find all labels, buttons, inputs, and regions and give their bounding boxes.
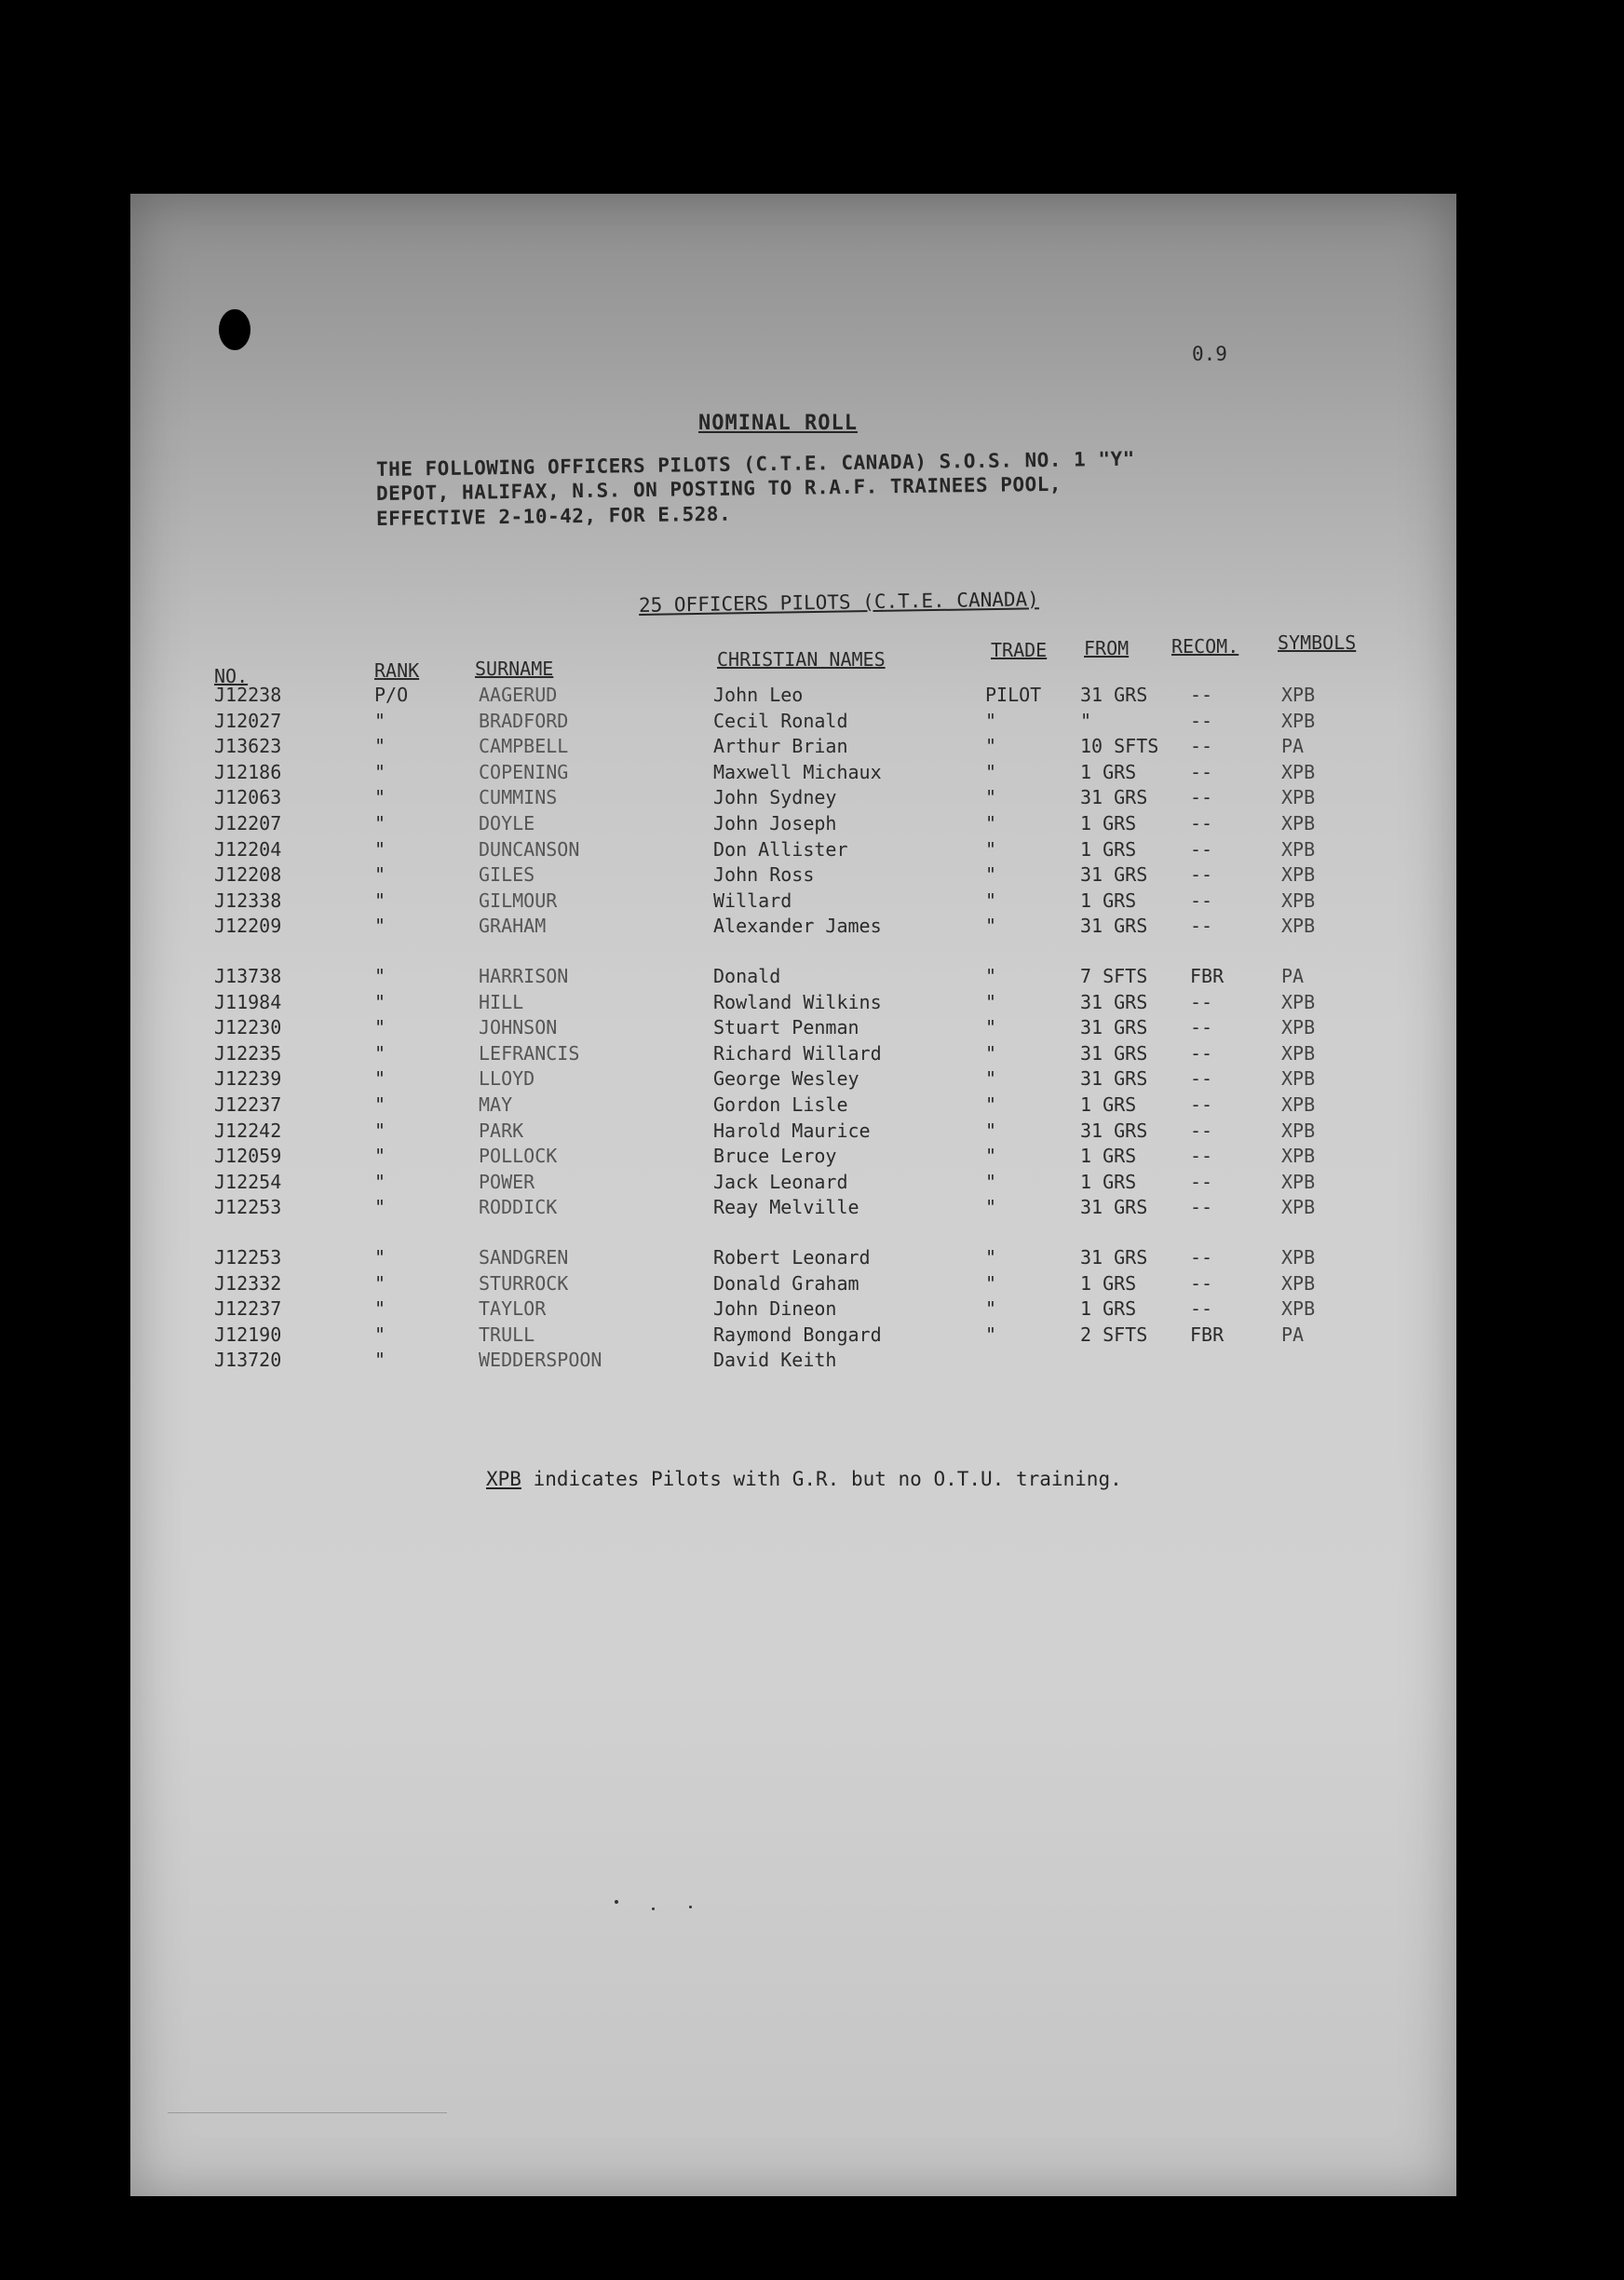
punch-hole: [219, 309, 250, 350]
row-surname: STURROCK: [479, 1271, 569, 1295]
intro-line: EFFECTIVE 2-10-42, FOR E.528.: [375, 502, 732, 530]
row-recom: --: [1190, 915, 1213, 938]
row-rank: ": [374, 1016, 386, 1039]
row-number: J13738: [214, 965, 282, 987]
row-trade: ": [985, 786, 997, 809]
row-symbols: XPB: [1281, 863, 1316, 887]
row-from: 31 GRS: [1080, 1246, 1148, 1269]
document-page: [130, 194, 1456, 2196]
table-row: [130, 761, 1456, 787]
row-recom: --: [1190, 889, 1213, 912]
row-surname: CUMMINS: [479, 786, 558, 809]
row-from: 31 GRS: [1080, 915, 1148, 938]
row-symbols: XPB: [1281, 1041, 1316, 1065]
row-trade: ": [985, 812, 997, 835]
row-christian-names: Don Allister: [713, 837, 848, 861]
row-symbols: XPB: [1281, 1297, 1316, 1321]
row-number: J12235: [214, 1041, 282, 1065]
row-rank: ": [374, 735, 386, 758]
row-recom: FBR: [1190, 965, 1225, 987]
row-christian-names: Raymond Bongard: [713, 1323, 882, 1346]
row-from: 31 GRS: [1080, 1196, 1148, 1219]
paper-speck: [615, 1900, 618, 1904]
row-recom: --: [1190, 990, 1213, 1013]
row-symbols: XPB: [1281, 786, 1316, 809]
row-christian-names: John Dineon: [713, 1297, 837, 1321]
row-number: J12209: [214, 915, 282, 938]
row-surname: CAMPBELL: [479, 735, 569, 758]
row-recom: --: [1190, 1271, 1213, 1295]
row-rank: ": [374, 1067, 386, 1091]
row-number: J12237: [214, 1093, 282, 1116]
document-title: NOMINAL ROLL: [698, 412, 858, 435]
page-number: 0.9: [1192, 343, 1227, 365]
row-rank: ": [374, 1093, 386, 1116]
row-number: J12186: [214, 760, 282, 783]
row-recom: --: [1190, 684, 1213, 706]
row-trade: ": [985, 990, 997, 1013]
row-christian-names: Harold Maurice: [713, 1119, 871, 1142]
intro-line: DEPOT, HALIFAX, N.S. ON POSTING TO R.A.F. TRAINEES POOL,: [375, 472, 1062, 505]
row-number: J12027: [214, 709, 282, 732]
row-recom: --: [1190, 812, 1213, 835]
row-number: J12242: [214, 1119, 282, 1142]
row-surname: SANDGREN: [479, 1246, 569, 1269]
table-row: [130, 838, 1456, 864]
row-rank: ": [374, 1246, 386, 1269]
row-from: 1 GRS: [1080, 1145, 1137, 1168]
row-recom: --: [1190, 760, 1213, 783]
row-from: 31 GRS: [1080, 863, 1148, 887]
row-rank: ": [374, 1145, 386, 1168]
row-from: 31 GRS: [1080, 1041, 1148, 1065]
row-symbols: XPB: [1281, 760, 1316, 783]
row-symbols: PA: [1281, 965, 1305, 987]
row-christian-names: Cecil Ronald: [713, 709, 848, 732]
row-from: 7 SFTS: [1080, 965, 1148, 987]
table-row: [130, 1145, 1456, 1171]
table-row: [130, 812, 1456, 838]
header-no: NO.: [214, 665, 249, 687]
row-symbols: XPB: [1281, 684, 1316, 706]
header-symbols: SYMBOLS: [1278, 631, 1357, 654]
row-number: J12332: [214, 1271, 282, 1295]
row-symbols: XPB: [1281, 812, 1316, 835]
row-rank: ": [374, 760, 386, 783]
row-surname: HARRISON: [479, 965, 569, 987]
row-symbols: XPB: [1281, 1016, 1316, 1039]
table-row: [130, 710, 1456, 736]
row-number: J12204: [214, 837, 282, 861]
row-recom: --: [1190, 1196, 1213, 1219]
row-recom: --: [1190, 786, 1213, 809]
footnote: [486, 1468, 1122, 1490]
row-number: J11984: [214, 990, 282, 1013]
row-trade: ": [985, 1297, 997, 1321]
row-christian-names: Alexander James: [713, 915, 882, 938]
table-row: [130, 1042, 1456, 1068]
row-trade: ": [985, 915, 997, 938]
row-surname: COPENING: [479, 760, 569, 783]
row-christian-names: Gordon Lisle: [713, 1093, 848, 1116]
table-row: [130, 915, 1456, 941]
row-christian-names: Richard Willard: [713, 1041, 882, 1065]
header-recom: RECOM.: [1171, 635, 1239, 658]
row-christian-names: George Wesley: [713, 1067, 859, 1091]
row-surname: DOYLE: [479, 812, 535, 835]
table-row: [130, 1196, 1456, 1222]
intro-line: THE FOLLOWING OFFICERS PILOTS (C.T.E. CANADA) S.O.S. NO. 1 "Y": [375, 447, 1135, 481]
row-surname: GRAHAM: [479, 915, 547, 938]
row-surname: LEFRANCIS: [479, 1041, 580, 1065]
row-trade: ": [985, 1067, 997, 1091]
row-symbols: XPB: [1281, 1119, 1316, 1142]
row-from: ": [1080, 709, 1092, 732]
row-surname: RODDICK: [479, 1196, 558, 1219]
row-rank: ": [374, 837, 386, 861]
row-surname: JOHNSON: [479, 1016, 558, 1039]
row-christian-names: John Leo: [713, 684, 804, 706]
row-from: 31 GRS: [1080, 1119, 1148, 1142]
header-trade: TRADE: [991, 639, 1048, 661]
header-surname: SURNAME: [475, 658, 554, 680]
row-recom: --: [1190, 1016, 1213, 1039]
row-trade: ": [985, 965, 997, 987]
row-surname: PARK: [479, 1119, 524, 1142]
row-rank: P/O: [374, 684, 409, 706]
row-christian-names: Donald: [713, 965, 781, 987]
row-from: 1 GRS: [1080, 1170, 1137, 1193]
header-rank: RANK: [374, 659, 420, 682]
row-from: 1 GRS: [1080, 760, 1137, 783]
row-trade: ": [985, 1145, 997, 1168]
row-rank: ": [374, 709, 386, 732]
row-christian-names: John Sydney: [713, 786, 837, 809]
row-symbols: XPB: [1281, 889, 1316, 912]
row-rank: ": [374, 889, 386, 912]
row-surname: GILES: [479, 863, 535, 887]
row-symbols: XPB: [1281, 1170, 1316, 1193]
row-number: J12239: [214, 1067, 282, 1091]
row-rank: ": [374, 915, 386, 938]
row-surname: BRADFORD: [479, 709, 569, 732]
table-row: [130, 786, 1456, 812]
table-row: [130, 1323, 1456, 1350]
row-number: J12253: [214, 1246, 282, 1269]
row-christian-names: Stuart Penman: [713, 1016, 859, 1039]
table-row: [130, 1246, 1456, 1272]
row-from: 31 GRS: [1080, 1016, 1148, 1039]
row-surname: POLLOCK: [479, 1145, 558, 1168]
row-trade: ": [985, 1016, 997, 1039]
row-rank: ": [374, 812, 386, 835]
row-recom: --: [1190, 1297, 1213, 1321]
row-number: J12208: [214, 863, 282, 887]
row-surname: GILMOUR: [479, 889, 558, 912]
row-number: J12238: [214, 684, 282, 706]
table-row: [130, 1016, 1456, 1042]
row-symbols: XPB: [1281, 1093, 1316, 1116]
row-trade: ": [985, 1119, 997, 1142]
row-from: 31 GRS: [1080, 786, 1148, 809]
row-symbols: XPB: [1281, 709, 1316, 732]
table-row: [130, 991, 1456, 1017]
row-rank: ": [374, 1297, 386, 1321]
row-christian-names: Arthur Brian: [713, 735, 848, 758]
row-surname: POWER: [479, 1170, 535, 1193]
footnote-text: indicates Pilots with G.R. but no O.T.U. training.: [521, 1468, 1122, 1490]
row-trade: PILOT: [985, 684, 1042, 706]
row-from: 1 GRS: [1080, 837, 1137, 861]
row-trade: ": [985, 735, 997, 758]
row-recom: --: [1190, 1170, 1213, 1193]
row-recom: FBR: [1190, 1323, 1225, 1346]
row-rank: ": [374, 786, 386, 809]
table-row: [130, 735, 1456, 761]
row-trade: ": [985, 863, 997, 887]
row-trade: ": [985, 1041, 997, 1065]
table-row: [130, 1093, 1456, 1120]
row-number: J12190: [214, 1323, 282, 1346]
row-symbols: XPB: [1281, 1246, 1316, 1269]
row-surname: TAYLOR: [479, 1297, 547, 1321]
row-rank: ": [374, 1196, 386, 1219]
row-recom: --: [1190, 863, 1213, 887]
row-christian-names: Robert Leonard: [713, 1246, 871, 1269]
table-row: [130, 965, 1456, 991]
table-row: [130, 889, 1456, 916]
table-row: [130, 1297, 1456, 1323]
row-trade: ": [985, 889, 997, 912]
row-rank: ": [374, 965, 386, 987]
row-from: 2 SFTS: [1080, 1323, 1148, 1346]
header-from: FROM: [1084, 637, 1130, 659]
row-christian-names: Maxwell Michaux: [713, 760, 882, 783]
row-christian-names: Jack Leonard: [713, 1170, 848, 1193]
row-christian-names: Bruce Leroy: [713, 1145, 837, 1168]
row-from: 1 GRS: [1080, 889, 1137, 912]
paper-speck: [689, 1906, 692, 1908]
row-surname: WEDDERSPOON: [479, 1349, 602, 1372]
row-surname: MAY: [479, 1093, 513, 1116]
row-christian-names: John Joseph: [713, 812, 837, 835]
row-rank: ": [374, 1170, 386, 1193]
row-trade: ": [985, 760, 997, 783]
row-trade: ": [985, 837, 997, 861]
paper-edge-line: [168, 2112, 447, 2113]
row-number: J12230: [214, 1016, 282, 1039]
row-number: J13623: [214, 735, 282, 758]
table-row: [130, 1272, 1456, 1298]
row-recom: --: [1190, 709, 1213, 732]
row-symbols: XPB: [1281, 990, 1316, 1013]
row-rank: ": [374, 1349, 386, 1372]
row-number: J12254: [214, 1170, 282, 1193]
row-from: 1 GRS: [1080, 1271, 1137, 1295]
row-trade: ": [985, 1246, 997, 1269]
row-surname: DUNCANSON: [479, 837, 580, 861]
row-from: 1 GRS: [1080, 1297, 1137, 1321]
row-recom: --: [1190, 1145, 1213, 1168]
table-row: [130, 1120, 1456, 1146]
row-trade: ": [985, 1323, 997, 1346]
table-row: [130, 1171, 1456, 1197]
row-symbols: XPB: [1281, 1196, 1316, 1219]
table-row: [130, 863, 1456, 889]
row-from: 31 GRS: [1080, 990, 1148, 1013]
row-number: J12059: [214, 1145, 282, 1168]
table-row: [130, 1067, 1456, 1093]
row-number: J12253: [214, 1196, 282, 1219]
row-christian-names: Rowland Wilkins: [713, 990, 882, 1013]
row-recom: --: [1190, 1041, 1213, 1065]
row-trade: ": [985, 1196, 997, 1219]
row-number: J12063: [214, 786, 282, 809]
row-rank: ": [374, 1041, 386, 1065]
row-symbols: XPB: [1281, 1067, 1316, 1091]
row-from: 10 SFTS: [1080, 735, 1159, 758]
row-recom: --: [1190, 1067, 1213, 1091]
row-surname: HILL: [479, 990, 524, 1013]
row-rank: ": [374, 1271, 386, 1295]
row-number: J13720: [214, 1349, 282, 1372]
row-surname: LLOYD: [479, 1067, 535, 1091]
row-number: J12338: [214, 889, 282, 912]
row-recom: --: [1190, 1093, 1213, 1116]
row-christian-names: Donald Graham: [713, 1271, 859, 1295]
row-symbols: PA: [1281, 1323, 1305, 1346]
row-trade: ": [985, 1093, 997, 1116]
row-trade: ": [985, 1170, 997, 1193]
row-from: 1 GRS: [1080, 1093, 1137, 1116]
row-surname: TRULL: [479, 1323, 535, 1346]
header-christian-names: CHRISTIAN NAMES: [717, 648, 886, 671]
row-christian-names: Willard: [713, 889, 792, 912]
row-symbols: XPB: [1281, 837, 1316, 861]
row-christian-names: David Keith: [713, 1349, 837, 1372]
row-symbols: PA: [1281, 735, 1305, 758]
row-from: 31 GRS: [1080, 1067, 1148, 1091]
row-rank: ": [374, 990, 386, 1013]
row-christian-names: John Ross: [713, 863, 815, 887]
row-surname: AAGERUD: [479, 684, 558, 706]
row-symbols: XPB: [1281, 1145, 1316, 1168]
table-row: [130, 684, 1456, 710]
roll-subtitle: 25 OFFICERS PILOTS (C.T.E. CANADA): [638, 588, 1040, 617]
table-row: [130, 1349, 1456, 1375]
row-symbols: XPB: [1281, 915, 1316, 938]
footnote-symbol: XPB: [486, 1468, 521, 1490]
row-recom: --: [1190, 735, 1213, 758]
row-recom: --: [1190, 837, 1213, 861]
row-from: 31 GRS: [1080, 684, 1148, 706]
row-recom: --: [1190, 1246, 1213, 1269]
row-trade: ": [985, 1271, 997, 1295]
row-christian-names: Reay Melville: [713, 1196, 859, 1219]
row-from: 1 GRS: [1080, 812, 1137, 835]
paper-speck: [652, 1907, 655, 1910]
row-rank: ": [374, 863, 386, 887]
row-number: J12207: [214, 812, 282, 835]
row-trade: ": [985, 709, 997, 732]
row-symbols: XPB: [1281, 1271, 1316, 1295]
row-recom: --: [1190, 1119, 1213, 1142]
row-rank: ": [374, 1119, 386, 1142]
row-number: J12237: [214, 1297, 282, 1321]
row-rank: ": [374, 1323, 386, 1346]
